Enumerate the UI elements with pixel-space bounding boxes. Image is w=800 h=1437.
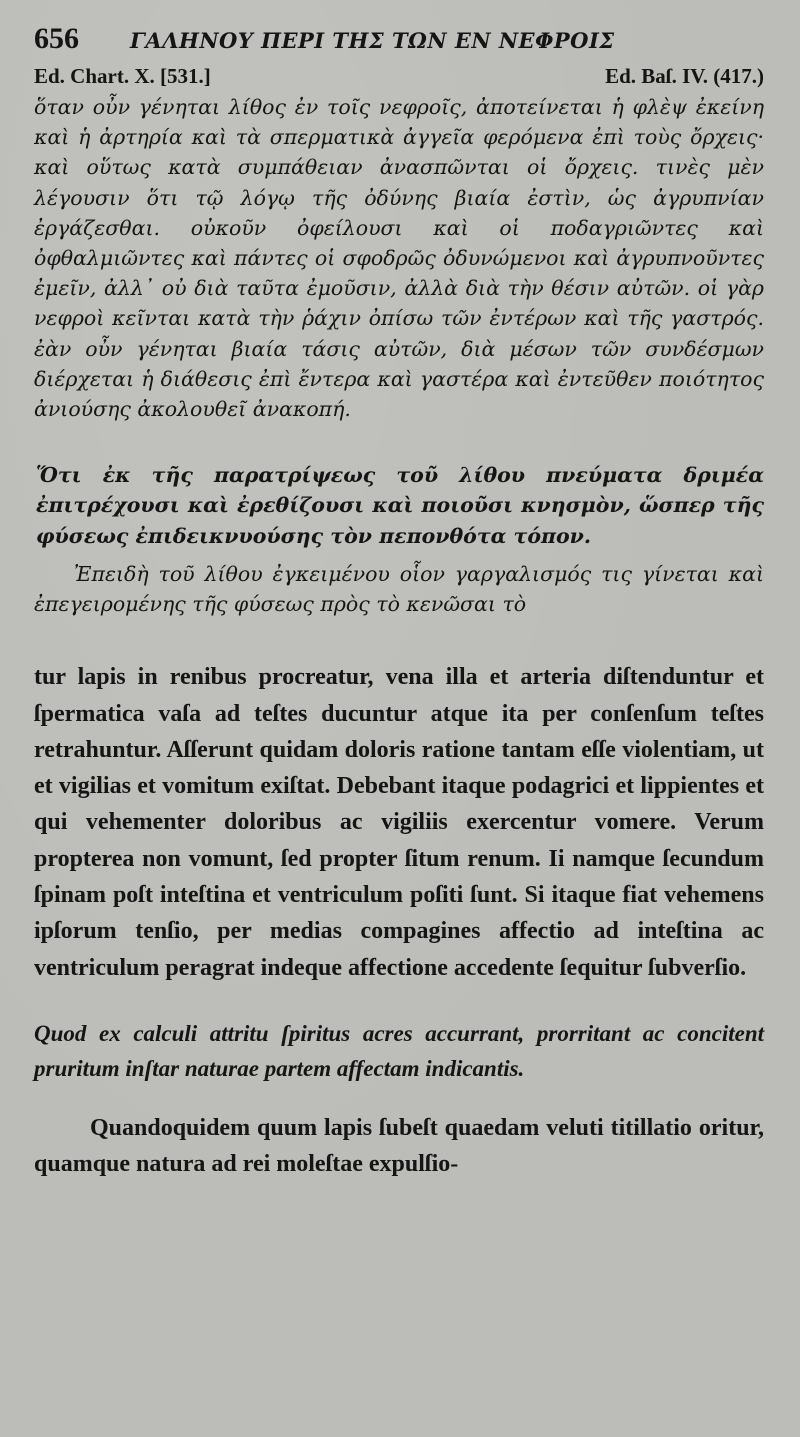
greek-section-heading: Ὅτι ἐκ τῆς παρατρίψεως τοῦ λίθου πνεύματα δριμέα ἐπιτρέχουσι καὶ ἐρεθίζουσι καὶ ποιοῦσι κνησμὸν, ὥσπερ τῆς φύσεως ἐπιδεικνυούσης τὸν πεπονθότα τόπον. bbox=[36, 463, 764, 548]
latin-paragraph-2: Quandoquidem quum lapis ſubeſt quaedam veluti titillatio oritur, quamque natura ad rei moleſtae expulſio- bbox=[34, 1114, 764, 1178]
greek-paragraph-2: Ἐπειδὴ τοῦ λίθου ἐγκειμένου οἷον γαργαλισμός τις γίνεται καὶ ἐπεγειρομένης τῆς φύσεως πρὸς τὸ κενῶσαι τὸ bbox=[34, 561, 764, 617]
edition-basel-ref: Ed. Baſ. IV. (417.) bbox=[605, 64, 764, 88]
page-header bbox=[34, 22, 764, 64]
page-number: 656 bbox=[34, 22, 79, 55]
edition-references bbox=[34, 64, 764, 92]
latin-paragraph-1: tur lapis in renibus procreatur, vena illa et arteria diſtenduntur et ſpermatica vaſa ad teſtes ducuntur atque ita per conſenſum teſtes retrahuntur. Aſſerunt quidam doloris ratione tantam eſſe violentiam, ut et vigilias et vomitum exiſtat. Debebant itaque podagrici et lippientes et qui vehementer doloribus ac vigiliis exercentur vomere. Verum propterea non vomunt, ſed propter ſitum renum. Ii namque ſecundum ſpinam poſt inteſtina et ventriculum poſiti ſunt. Si itaque fiat vehemens ipſorum tenſio, per medias compagines affectio ad inteſtina ac ventriculum peragrat indeque affectione accedente ſequitur ſubverſio. bbox=[34, 664, 764, 981]
greek-paragraph-1: ὅταν οὖν γένηται λίθος ἐν τοῖς νεφροῖς, ἀποτείνεται ἡ φλὲψ ἐκείνη καὶ ἡ ἀρτηρία καὶ τὰ σπερματικὰ ἀγγεῖα φερόμενα ἐπὶ τοὺς ὄρχεις· καὶ οὕτως κατὰ συμπάθειαν ἀνασπῶνται οἱ ὄρχεις. τινὲς μὲν λέγουσιν ὅτι τῷ λόγῳ τῆς ὀδύνης βιαία ἐστὶν, ὡς ἀγρυπνίαν ἐργάζεσθαι. οὐκοῦν ὀφείλουσι καὶ οἱ ποδαγριῶντες καὶ ὀφθαλμιῶντες καὶ πάντες οἱ σφοδρῶς ὀδυνώμενοι καὶ ἀγρυπνοῦντες ἐμεῖν, ἀλλ᾽ οὐ διὰ ταῦτα ἐμοῦσιν, ἀλλὰ διὰ τὴν θέσιν αὐτῶν. οἱ γὰρ νεφροὶ κεῖνται κατὰ τὴν ῥάχιν ὀπίσω τῶν ἐντέρων καὶ τῆς γαστρός. ἐὰν οὖν γένηται βιαία τάσις αὐτῶν, διὰ μέσων τῶν συνδέσμων διέρχεται ἡ διάθεσις ἐπὶ ἔντερα καὶ γαστέρα καὶ ἐντεῦθεν ποιότητος ἀνιούσης ἀκολουθεῖ ἀνακοπή. bbox=[34, 95, 764, 422]
latin-section-heading: Quod ex calculi attritu ſpiritus acres accurrant, prorritant ac concitent pruritum inſtar naturae partem affectam indicantis. bbox=[34, 1020, 764, 1081]
running-title: ΓΑΛΗΝΟΥ ΠΕΡΙ ΤΗΣ ΤΩΝ ΕΝ ΝΕΦΡΟΙΣ bbox=[130, 28, 615, 53]
edition-chartier-ref: Ed. Chart. X. [531.] bbox=[34, 64, 211, 88]
